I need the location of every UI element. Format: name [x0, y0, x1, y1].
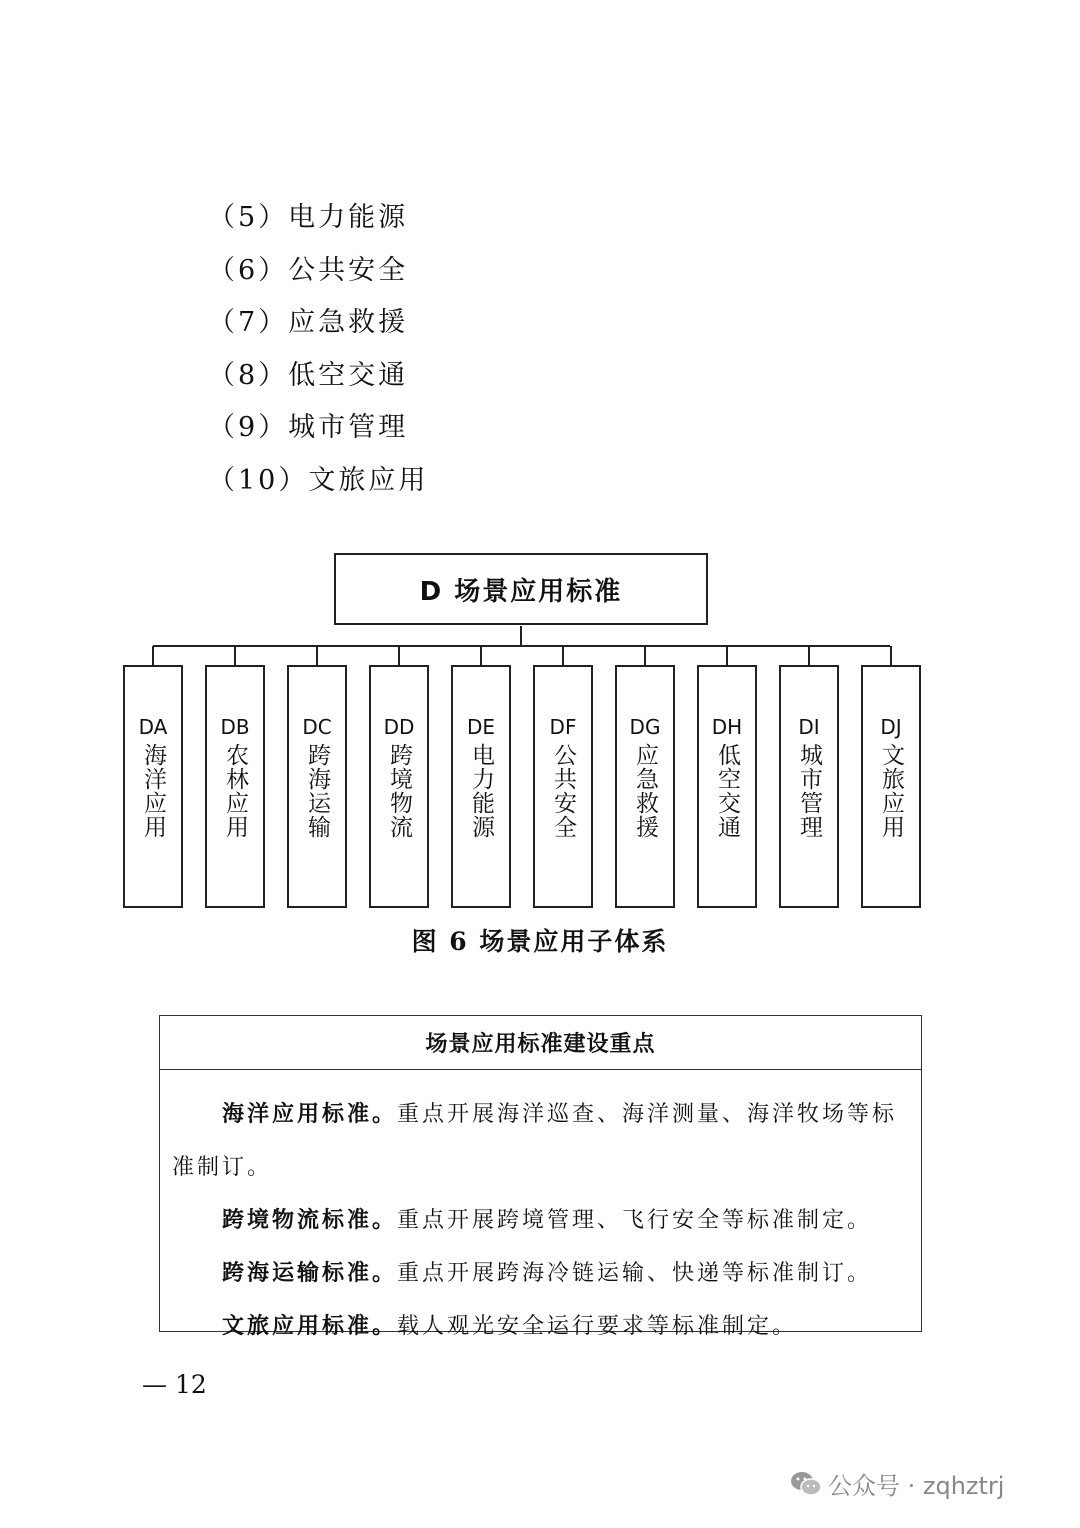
row-title: 文旅应用标准。 — [222, 1313, 398, 1339]
child-label: 海洋应用 — [140, 743, 166, 839]
child-code: DG — [629, 715, 661, 739]
chart-child-box — [615, 665, 675, 908]
list-item: （5）电力能源 — [208, 202, 409, 233]
wechat-icon — [790, 1470, 822, 1498]
chart-child-box — [123, 665, 183, 908]
table-row — [172, 1300, 907, 1353]
row-title: 海洋应用标准。 — [222, 1101, 398, 1127]
row-title: 跨海运输标准。 — [222, 1260, 398, 1286]
child-code: DD — [383, 715, 415, 739]
child-label: 农林应用 — [222, 743, 248, 839]
child-code: DE — [466, 715, 496, 739]
child-label: 城市管理 — [796, 743, 822, 839]
table-row — [172, 1088, 907, 1194]
chart-child-box — [861, 665, 921, 908]
child-label: 文旅应用 — [878, 743, 904, 839]
chart-child-box — [779, 665, 839, 908]
list-item: （10）文旅应用 — [208, 464, 429, 496]
table-row — [172, 1247, 907, 1300]
list-item: （6）公共安全 — [208, 254, 409, 286]
chart-child-box — [533, 665, 593, 908]
child-code: DH — [711, 715, 743, 739]
child-label: 跨海运输 — [304, 743, 330, 839]
child-label: 跨境物流 — [386, 743, 412, 839]
child-code: DF — [549, 715, 577, 739]
child-code: DI — [798, 715, 820, 739]
table-header: 场景应用标准建设重点 — [160, 1016, 921, 1070]
child-code: DJ — [880, 715, 902, 739]
chart-child-box — [369, 665, 429, 908]
child-label: 低空交通 — [714, 743, 740, 839]
child-label: 电力能源 — [468, 743, 494, 839]
row-text: 载人观光安全运行要求等标准制定。 — [397, 1314, 798, 1339]
chart-child-box — [205, 665, 265, 908]
child-code: DA — [138, 715, 168, 739]
chart-root-box: D 场景应用标准 — [334, 553, 708, 625]
key-points-table — [159, 1015, 922, 1339]
list-item: （7）应急救援 — [208, 307, 409, 338]
row-text: 重点开展跨境管理、飞行安全等标准制定。 — [397, 1208, 873, 1233]
list-item: （8）低空交通 — [208, 359, 409, 391]
chart-child-box — [451, 665, 511, 908]
child-label: 应急救援 — [632, 743, 658, 839]
watermark-text: 公众号 · zqhztrj — [828, 1472, 1005, 1500]
page-number: — 12 — [142, 1370, 207, 1399]
row-text: 重点开展海洋巡查、海洋测量、海洋牧场等标准制订。 — [172, 1102, 898, 1180]
chart-child-box — [697, 665, 757, 908]
child-label: 公共安全 — [550, 743, 576, 839]
table-body — [160, 1070, 921, 1353]
row-title: 跨境物流标准。 — [222, 1207, 398, 1233]
child-code: DB — [220, 715, 250, 739]
table-row — [172, 1194, 907, 1247]
child-code: DC — [302, 715, 332, 739]
figure-caption: 图 6 场景应用子体系 — [411, 927, 669, 956]
watermark — [790, 1466, 1004, 1501]
list-item: （9）城市管理 — [208, 412, 409, 443]
chart-child-box — [287, 665, 347, 908]
row-text: 重点开展跨海冷链运输、快递等标准制订。 — [397, 1261, 873, 1286]
